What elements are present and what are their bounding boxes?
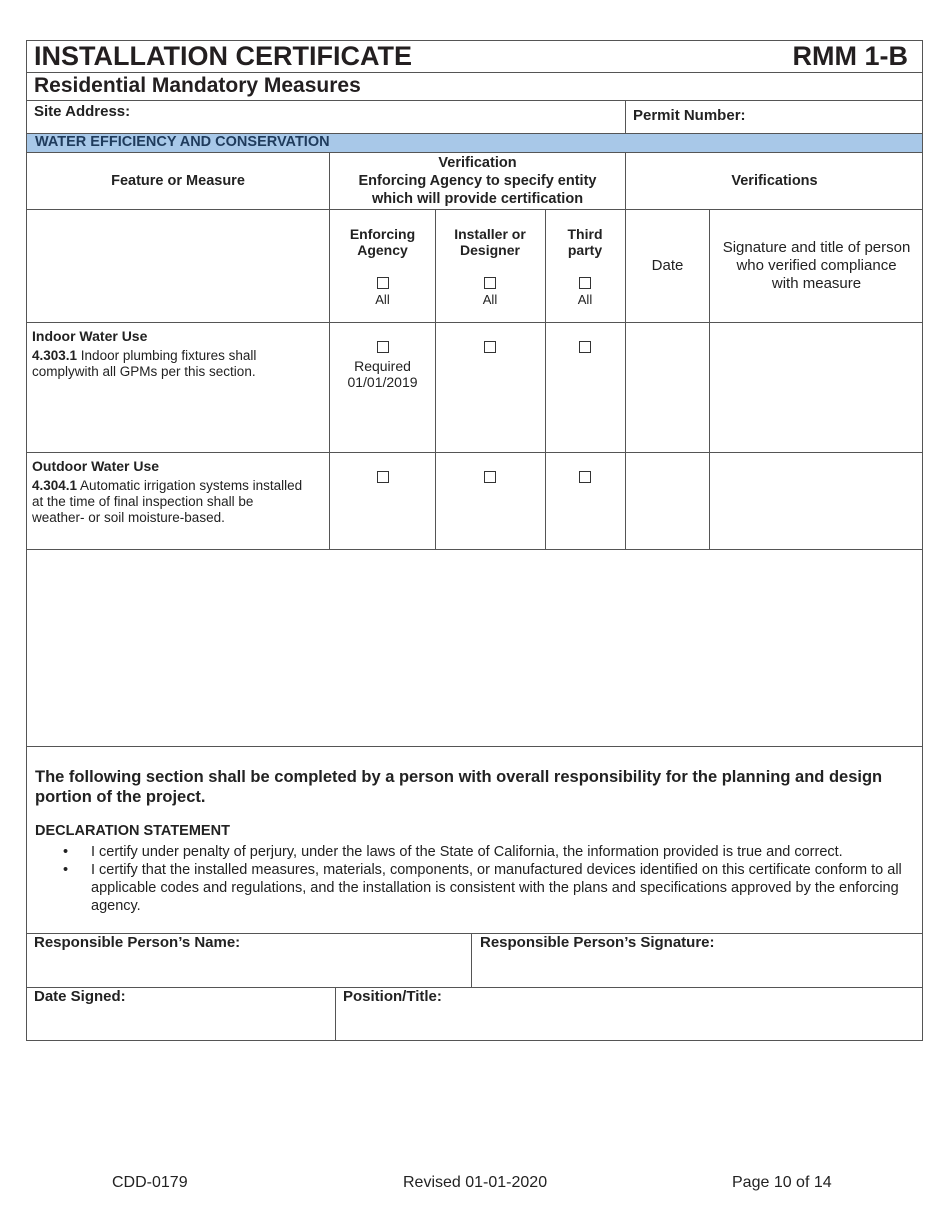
position-title-field[interactable] (336, 987, 923, 1041)
installer-all-label: All (482, 292, 498, 307)
responsible-name-label: Responsible Person’s Name: (34, 934, 241, 951)
col-header-feature: Feature or Measure (111, 173, 245, 189)
site-address-label: Site Address: (34, 103, 131, 120)
table-row (26, 322, 923, 452)
row-text-2: complywith all GPMs per this section. (32, 364, 256, 379)
row-third-party-checkbox[interactable] (579, 341, 591, 353)
row-date-field[interactable] (626, 323, 709, 451)
sub-header-signature: Signature and title of person who verified compliance with measure (722, 239, 911, 292)
row-enforcing-checkbox[interactable] (377, 341, 389, 353)
row-required-label: Required (354, 358, 411, 374)
sub-header-third-party: Third party All (545, 226, 625, 308)
row-heading: Indoor Water Use (32, 328, 148, 344)
row-installer-checkbox[interactable] (484, 471, 496, 483)
permit-number-label: Permit Number: (633, 107, 746, 124)
row-code: 4.303.1 (32, 348, 78, 363)
row-enforcing-checkbox[interactable] (377, 471, 389, 483)
declaration-list (35, 843, 915, 915)
enforcing-all-checkbox[interactable] (377, 277, 389, 289)
row-text-3: weather- or soil moisture-based. (32, 510, 225, 525)
row-heading: Outdoor Water Use (32, 458, 160, 474)
form-subtitle: Residential Mandatory Measures (34, 74, 361, 97)
form-title: INSTALLATION CERTIFICATE (34, 41, 412, 71)
row-text-2: at the time of final inspection shall be (32, 494, 254, 509)
date-signed-label: Date Signed: (34, 988, 126, 1005)
enforcing-all-label: All (375, 292, 390, 307)
permit-number-field[interactable] (626, 100, 923, 133)
declaration-intro: The following section shall be completed by a person with overall responsibility for the planning and design portion of the project. (35, 768, 883, 806)
installer-all-checkbox[interactable] (484, 277, 496, 289)
verification-line-3: which will provide certification (371, 191, 584, 207)
row-text: Automatic irrigation systems installed (77, 478, 303, 493)
responsible-signature-label: Responsible Person’s Signature: (480, 934, 715, 951)
row-feature-cell (32, 328, 328, 380)
row-date-field[interactable] (626, 453, 709, 548)
row-text: Indoor plumbing fixtures shall (77, 348, 257, 363)
third-party-all-checkbox[interactable] (579, 277, 591, 289)
site-address-field[interactable] (26, 100, 625, 133)
blank-area (27, 550, 922, 746)
col-header-verifications: Verifications (731, 173, 818, 189)
table-row (26, 452, 923, 549)
row-feature-cell (32, 458, 328, 526)
row-signature-field[interactable] (710, 323, 922, 451)
sub-header-date: Date (651, 257, 684, 274)
section-band (27, 134, 922, 152)
verification-line-1: Verification (438, 155, 517, 171)
responsible-name-field[interactable] (26, 933, 471, 987)
footer-form-number: CDD-0179 (112, 1174, 188, 1191)
sub-header-enforcing: Enforcing Agency All (330, 226, 435, 308)
row-code: 4.304.1 (32, 478, 78, 493)
form-code: RMM 1-B (792, 41, 908, 71)
row-signature-field[interactable] (710, 453, 922, 548)
sub-header-installer: Installer or Designer All (435, 226, 545, 308)
declaration-bullet: • I certify that the installed measures, materials, components, or manufactured devices identified on this certificate conform to all applicable codes and regulations, and the installation is consistent with the plans and specifications approved by the enforcing agency. (63, 862, 902, 914)
declaration-bullet: • I certify under penalty of perjury, under the laws of the State of California, the information provided is true and correct. (63, 844, 843, 860)
position-title-label: Position/Title: (343, 988, 442, 1005)
verification-line-2: Enforcing Agency to specify entity (358, 173, 597, 189)
footer-revision: Revised 01-01-2020 (403, 1174, 548, 1191)
row-third-party-checkbox[interactable] (579, 471, 591, 483)
row-installer-checkbox[interactable] (484, 341, 496, 353)
responsible-signature-field[interactable] (472, 933, 923, 987)
col-header-verification (330, 154, 625, 208)
footer-page-number: Page 10 of 14 (732, 1174, 832, 1191)
third-party-all-label: All (577, 292, 593, 307)
section-title: WATER EFFICIENCY AND CONSERVATION (35, 134, 330, 150)
row-required-date: 01/01/2019 (347, 374, 418, 390)
declaration-heading: DECLARATION STATEMENT (35, 823, 230, 839)
date-signed-field[interactable] (26, 987, 335, 1041)
